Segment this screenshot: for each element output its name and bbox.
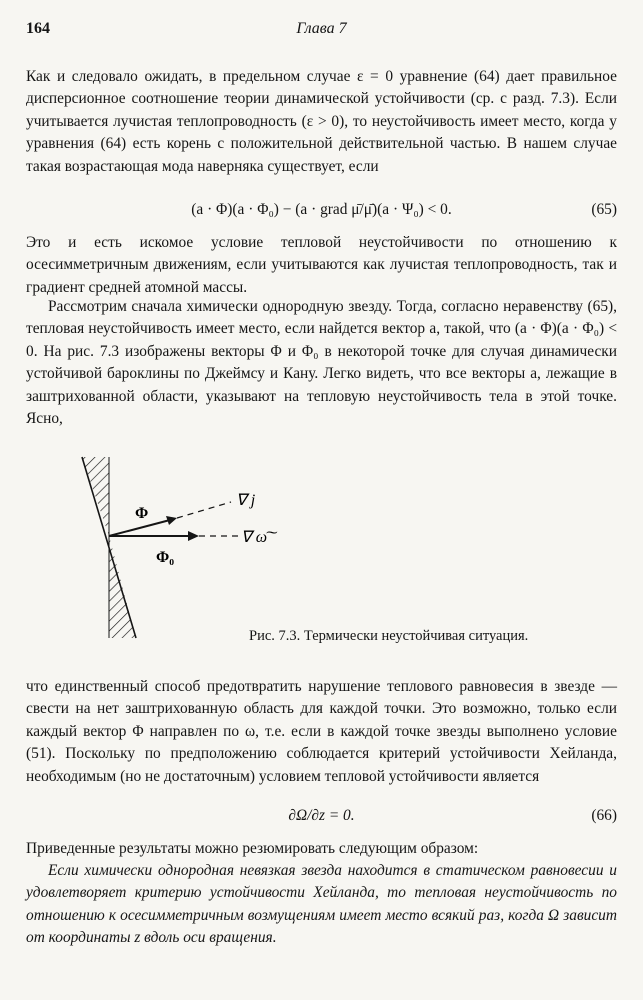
- label-phi0: Φ₀: [156, 549, 175, 566]
- equation-66-formula: ∂Ω/∂z = 0.: [288, 807, 355, 824]
- page-number: 164: [26, 20, 50, 37]
- phi-arrowhead: [166, 516, 177, 525]
- paragraph-2: Это и есть искомое условие тепловой неустойчивости по отношению к осесимметричным движениям, если учитываются как лучистая теплопроводность, так и градиент средней атомной массы.: [26, 234, 617, 296]
- label-phi: Φ: [135, 505, 149, 522]
- figure-caption: Рис. 7.3. Термически неустойчивая ситуация.: [249, 628, 529, 644]
- phi0-arrowhead: [188, 531, 199, 541]
- equation-65: [26, 198, 617, 222]
- equation-65-number: (65): [591, 201, 617, 218]
- paragraph-5: Приведенные результаты можно резюмировать следующим образом:: [26, 840, 479, 857]
- paragraph-4: что единственный способ предотвратить нарушение теплового равновесия в звезде — свести на нет заштрихованную область для каждой точки. Это возможно, только если каждый вектор Φ направлен по ω, т.е. если в каждой точке звезды выполнено условие (51). Поскольку по предположению соблюдается критерий устойчивости Хейланда, необходимым (но не достаточным) условием тепловой устойчивости является: [26, 678, 617, 785]
- label-grad-omega: ∇ ω͠: [241, 529, 267, 546]
- paragraph-1: Как и следовало ожидать, в предельном случае ε = 0 уравнение (64) дает правильное дисперсионное соотношение теории динамической устойчивости (ср. с разд. 7.3). Если учитывается лучистая теплопроводность (ε > 0), то неустойчивость имеет место, когда у уравнения (64) есть корень с положительной действительной частью. В нашем случае такая возрастающая мода наверняка существует, если: [26, 68, 617, 175]
- chapter-title: Глава 7: [296, 20, 347, 37]
- equation-66-number: (66): [591, 807, 617, 824]
- phi-vector: [109, 520, 170, 536]
- figure-7-3: [60, 452, 360, 652]
- label-grad-j: ∇ j: [236, 492, 256, 509]
- paragraph-6-summary: Если химически однородная невязкая звезда находится в статическом равновесии и удовлетворяет критерию устойчивости Хейланда, то тепловая неустойчивость по отношению к осесимметричным возмущениям имеет место всякий раз, когда Ω зависит от координаты z вдоль оси вращения.: [26, 862, 617, 947]
- page-header: [26, 20, 617, 42]
- grad-j-dashed-line: [177, 502, 231, 518]
- equation-66: [26, 804, 617, 828]
- paragraph-3: Рассмотрим сначала химически однородную звезду. Тогда, согласно неравенству (65), тепловая неустойчивость имеет место, если найдется вектор a, такой, что (a · Φ)(a · Φ₀) < 0. На рис. 7.3 изображены векторы Φ и Φ₀ в некоторой точке для случая динамически устойчивой бароклины по Джеймсу и Кану. Легко видеть, что все векторы a, лежащие в заштрихованной области, указывают на тепловую неустойчивость тела в этой точке. Ясно,: [26, 298, 617, 428]
- equation-65-formula: (a · Φ)(a · Φ₀) − (a · grad μ̄/μ̄)(a · Ψ₀) < 0.: [191, 201, 452, 218]
